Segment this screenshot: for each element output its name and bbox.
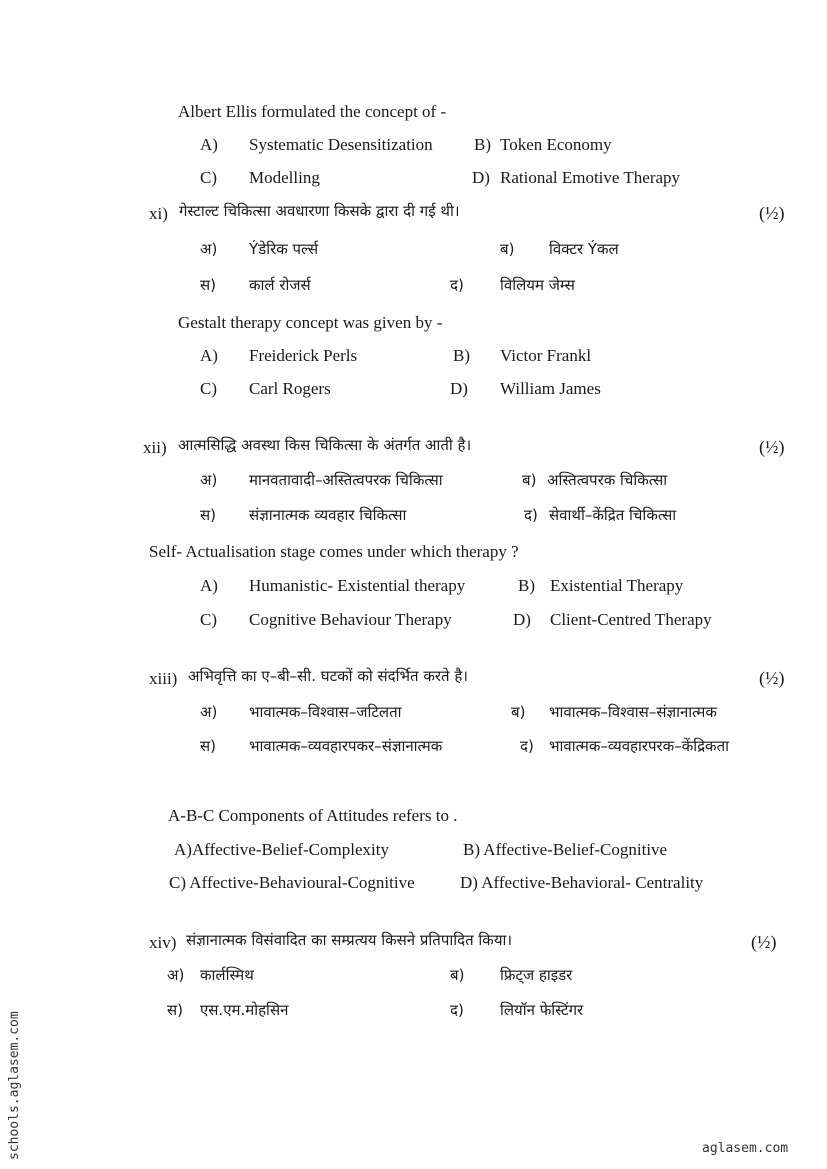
q14-hi-option-c-label: स) <box>167 1001 183 1019</box>
q10-option-c-label: C) <box>200 168 217 187</box>
q10-option-c-text: Modelling <box>249 168 320 187</box>
q13-option-a: A)Affective-Belief-Complexity <box>174 840 389 859</box>
q14-hi-option-a-label: अ) <box>167 966 185 984</box>
q12-option-a-label: A) <box>200 576 218 595</box>
q11-option-c-label: C) <box>200 379 217 398</box>
q13-hi-option-d-label: द) <box>520 737 534 755</box>
q12-option-a-text: Humanistic- Existential therapy <box>249 576 466 595</box>
q11-option-b-text: Victor Frankl <box>500 346 592 365</box>
q12-hi-option-a-text: मानवतावादी–अस्तित्वपरक चिकित्सा <box>249 471 443 489</box>
q12-marks: (½) <box>759 437 785 457</box>
q11-hi-option-d-label: द) <box>450 276 464 294</box>
q11-hi-option-b-text: विक्टर Ýकल <box>549 240 619 258</box>
q10-option-a-label: A) <box>200 135 218 154</box>
q14-number: xiv) <box>149 933 177 952</box>
q13-hi-option-c-label: स) <box>200 737 216 755</box>
q13-hi-option-a-text: भावात्मक–विश्वास–जटिलता <box>249 703 402 721</box>
q14-marks: (½) <box>751 932 777 952</box>
q11-question-hi: गेस्टाल्ट चिकित्सा अवधारणा किसके द्वारा दी गई थी। <box>179 202 460 220</box>
q13-hi-option-a-label: अ) <box>200 703 218 721</box>
q11-option-d-label: D) <box>450 379 468 398</box>
q12-number: xii) <box>143 438 167 457</box>
q14-hi-option-b-label: ब) <box>450 966 465 984</box>
q10-option-a-text: Systematic Desensitization <box>249 135 433 154</box>
q14-hi-option-d-text: लियॉन फेस्टिंगर <box>500 1001 584 1019</box>
q12-option-c-text: Cognitive Behaviour Therapy <box>249 610 452 629</box>
q13-hi-option-c-text: भावात्मक–व्यवहारपकर–संज्ञानात्मक <box>249 737 443 755</box>
q12-option-d-label: D) <box>513 610 531 629</box>
q12-hi-option-b-text: अस्तित्वपरक चिकित्सा <box>547 471 668 489</box>
q10-option-d-text: Rational Emotive Therapy <box>500 168 681 187</box>
q12-hi-option-c-label: स) <box>200 506 216 524</box>
q14-question-hi: संज्ञानात्मक विसंवादित का सम्प्रत्यय किसने प्रतिपादित किया। <box>186 931 513 949</box>
q13-option-c: C) Affective-Behavioural-Cognitive <box>169 873 415 892</box>
q11-question-en: Gestalt therapy concept was given by - <box>178 313 443 332</box>
q12-hi-option-b-label: ब) <box>522 471 537 489</box>
q12-option-d-text: Client-Centred Therapy <box>550 610 712 629</box>
q14-hi-option-b-text: फ्रिट्ज हाइडर <box>500 966 573 984</box>
q10-option-b-text: Token Economy <box>500 135 612 154</box>
q10-option-b-label: B) <box>474 135 491 154</box>
q11-marks: (½) <box>759 203 785 223</box>
q13-number: xiii) <box>149 669 178 688</box>
q12-hi-option-d-text: सेवार्थी–केंद्रित चिकित्सा <box>549 506 677 524</box>
q14-hi-option-d-label: द) <box>450 1001 464 1019</box>
q10-option-d-label: D) <box>472 168 490 187</box>
q14-hi-option-c-text: एस.एम.मोहसिन <box>200 1001 289 1019</box>
q11-hi-option-a-text: Ýडेरिक पर्ल्स <box>249 240 319 258</box>
q12-hi-option-d-label: द) <box>524 506 538 524</box>
q13-question-hi: अभिवृत्ति का ए–बी–सी. घटकों को संदर्भित करते है। <box>188 667 468 685</box>
q11-hi-option-c-label: स) <box>200 276 216 294</box>
q12-option-c-label: C) <box>200 610 217 629</box>
q13-option-b: B) Affective-Belief-Cognitive <box>463 840 668 859</box>
q12-question-en: Self- Actualisation stage comes under which therapy ? <box>149 542 519 561</box>
q11-option-b-label: B) <box>453 346 470 365</box>
q13-option-d: D) Affective-Behavioral- Centrality <box>460 873 704 892</box>
q10-question-en: Albert Ellis formulated the concept of - <box>178 102 447 121</box>
q11-option-a-label: A) <box>200 346 218 365</box>
q13-hi-option-b-label: ब) <box>511 703 526 721</box>
q12-question-hi: आत्मसिद्धि अवस्था किस चिकित्सा के अंतर्गत आती है। <box>178 436 472 454</box>
q11-hi-option-a-label: अ) <box>200 240 218 258</box>
q11-hi-option-d-text: विलियम जेम्स <box>500 276 575 294</box>
q11-option-d-text: William James <box>500 379 601 398</box>
q12-option-b-label: B) <box>518 576 535 595</box>
q12-hi-option-c-text: संज्ञानात्मक व्यवहार चिकित्सा <box>249 506 407 524</box>
q13-question-en: A-B-C Components of Attitudes refers to . <box>168 806 458 825</box>
q11-option-c-text: Carl Rogers <box>249 379 331 398</box>
q13-hi-option-b-text: भावात्मक–विश्वास–संज्ञानात्मक <box>549 703 717 721</box>
q11-hi-option-b-label: ब) <box>500 240 515 258</box>
q14-hi-option-a-text: कार्लस्मिथ <box>200 966 254 984</box>
q11-option-a-text: Freiderick Perls <box>249 346 358 365</box>
q13-hi-option-d-text: भावात्मक–व्यवहारपरक–केंद्रिकता <box>549 737 730 755</box>
q12-option-b-text: Existential Therapy <box>550 576 684 595</box>
q11-number: xi) <box>149 204 168 223</box>
q11-hi-option-c-text: कार्ल रोजर्स <box>249 276 311 294</box>
q12-hi-option-a-label: अ) <box>200 471 218 489</box>
side-watermark: schools.aglasem.com <box>7 1011 22 1160</box>
q13-marks: (½) <box>759 668 785 688</box>
footer-watermark: aglasem.com <box>702 1141 789 1156</box>
